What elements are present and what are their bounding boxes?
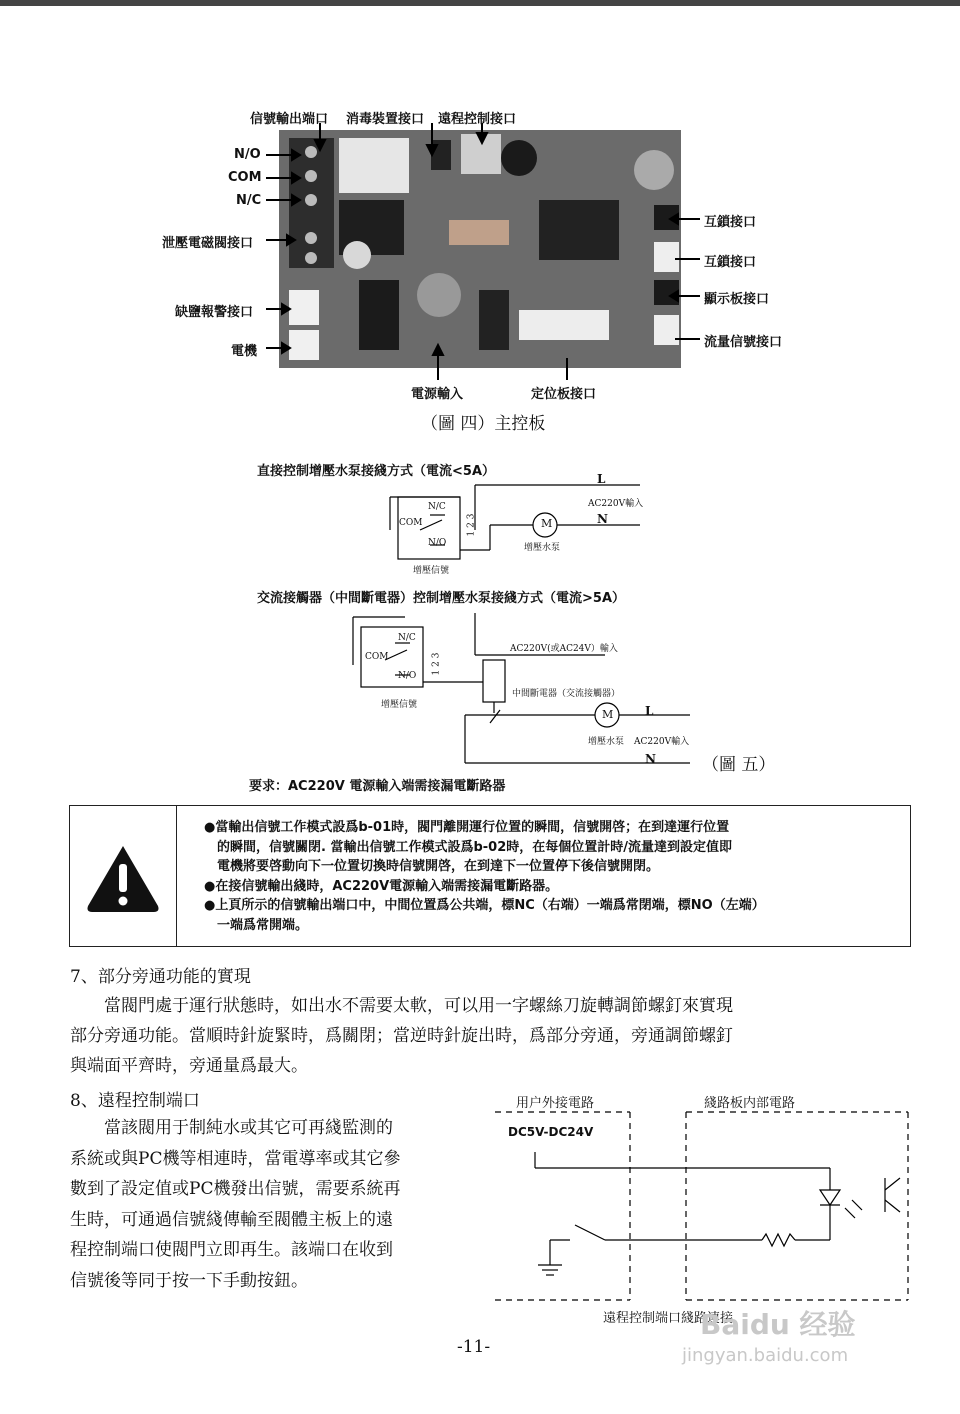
d2-motor-symbol: M <box>602 708 614 721</box>
warning-icon-cell <box>70 806 177 946</box>
figure-5-caption: （圖 五） <box>702 755 776 775</box>
diagram-2-title: 交流接觸器（中間斷電器）控制增壓水泵接綫方式（電流>5A） <box>257 591 625 606</box>
section-8-line: 信號後等同于按一下手動按鈕。 <box>70 1270 308 1291</box>
d2-pins: 1 2 3 <box>431 652 442 676</box>
warning-line: ●在接信號輸出綫時，AC220V電源輸入端需接漏電斷路器。 <box>204 878 559 894</box>
page-number: -11- <box>457 1337 491 1357</box>
warning-triangle-icon <box>70 806 176 946</box>
label-display-board: 顯示板接口 <box>704 292 770 307</box>
warning-line: ●當輸出信號工作模式設爲b-01時，閥門離開運行位置的瞬間，信號開啓；在到達運行位置 <box>204 820 730 835</box>
figure-4-caption: （圖 四）主控板 <box>421 414 546 434</box>
warning-line: 的瞬間，信號關閉. 當輸出信號工作模式設爲b-02時，在每個位置計時/流量達到設定值即 <box>204 839 733 855</box>
warning-box <box>69 805 911 947</box>
d2-signal: 增壓信號 <box>381 700 418 710</box>
label-motor: 電機 <box>231 344 258 359</box>
label-power-input: 電源輸入 <box>411 387 464 402</box>
section-8-heading: 8、遠程控制端口 <box>70 1091 200 1111</box>
label-remote-control: 遠程控制接口 <box>438 112 517 127</box>
warning-line: 電機將要啓動向下一位置切換時信號開啓，在到達下一位置停下後信號開閉。 <box>204 859 660 874</box>
d2-l: L <box>645 704 654 718</box>
d1-signal: 增壓信號 <box>413 566 450 576</box>
section-7-line: 當閥門處于運行狀態時，如出水不需要太軟，可以用一字螺絲刀旋轉調節螺釘來實現 <box>70 996 733 1016</box>
d1-no: N/O <box>428 538 447 548</box>
watermark-brand: Baidu 经验 <box>700 1308 856 1341</box>
d2-pump: 增壓水泵 <box>588 737 625 747</box>
d1-ac-input: AC220V輸入 <box>588 499 644 509</box>
board-circuit-label: 綫路板内部電路 <box>704 1096 796 1111</box>
user-circuit-label: 用户外接電路 <box>516 1096 595 1111</box>
d1-pins: 1 2 3 <box>466 513 477 537</box>
section-8-line: 生時，可通過信號綫傳輸至閥體主板上的遠 <box>70 1209 393 1230</box>
label-salt-alarm: 缺鹽報警接口 <box>175 305 254 320</box>
label-interlock-2: 互鎖接口 <box>704 255 757 270</box>
section-8-line: 數到了設定值或PC機發出信號，需要系統再 <box>70 1179 401 1199</box>
section-7-line: 與端面平齊時，旁通量爲最大。 <box>70 1056 308 1076</box>
d2-relay: 中間斷電器（交流接觸器） <box>512 689 621 699</box>
label-drain-valve: 泄壓電磁閥接口 <box>162 236 254 251</box>
callout-lines <box>0 0 960 420</box>
d1-com: COM <box>399 518 423 528</box>
label-no: N/O <box>234 147 261 162</box>
section-8-line: 當該閥用于制純水或其它可再綫監測的 <box>70 1118 393 1138</box>
section-8-line: 程控制端口使閥門立即再生。該端口在收到 <box>70 1240 393 1260</box>
label-position-board: 定位板接口 <box>531 387 597 402</box>
d2-no: N/O <box>398 671 417 681</box>
d2-n: N <box>645 752 656 766</box>
warning-text <box>204 818 894 935</box>
section-7-line: 部分旁通功能。當順時針旋緊時，爲關閉；當逆時針旋出時，爲部分旁通，旁通調節螺釘 <box>70 1026 733 1046</box>
label-nc: N/C <box>236 193 262 208</box>
d1-l: L <box>597 472 606 486</box>
warning-line: 一端爲常開端。 <box>204 917 309 933</box>
label-com: COM <box>228 170 262 185</box>
diagram-1-title: 直接控制增壓水泵接綫方式（電流<5A） <box>257 464 495 479</box>
label-interlock-1: 互鎖接口 <box>704 215 757 230</box>
remote-diagram-caption: 遠程控制端口綫路連接 <box>603 1311 734 1326</box>
section-7-body <box>70 991 920 1081</box>
d1-n: N <box>597 512 608 526</box>
d1-nc: N/C <box>428 502 446 512</box>
d2-ac-in: AC220V輸入 <box>634 737 690 747</box>
section-8-line: 系統或與PC機等相連時，當電導率或其它參 <box>70 1148 401 1169</box>
label-flow-signal: 流量信號接口 <box>704 335 783 350</box>
warning-line: ●上頁所示的信號輸出端口中，中間位置爲公共端，標NC（右端）一端爲常閉端，標NO（左端） <box>204 898 765 913</box>
d2-ac-input: AC220V(或AC24V）輸入 <box>510 644 618 654</box>
watermark-url: jingyan.baidu.com <box>682 1345 849 1366</box>
voltage-label: DC5V-DC24V <box>508 1125 594 1139</box>
d2-com: COM <box>365 652 389 662</box>
label-disinfect: 消毒裝置接口 <box>346 112 425 127</box>
d2-nc: N/C <box>398 633 416 643</box>
section-8-body <box>70 1113 490 1296</box>
label-signal-output: 信號輸出端口 <box>250 112 329 127</box>
d1-motor-symbol: M <box>541 517 553 530</box>
requirement-note: 要求：AC220V 電源輸入端需接漏電斷路器 <box>249 779 506 794</box>
d1-pump: 增壓水泵 <box>524 543 561 553</box>
section-7-heading: 7、部分旁通功能的實現 <box>70 967 251 987</box>
